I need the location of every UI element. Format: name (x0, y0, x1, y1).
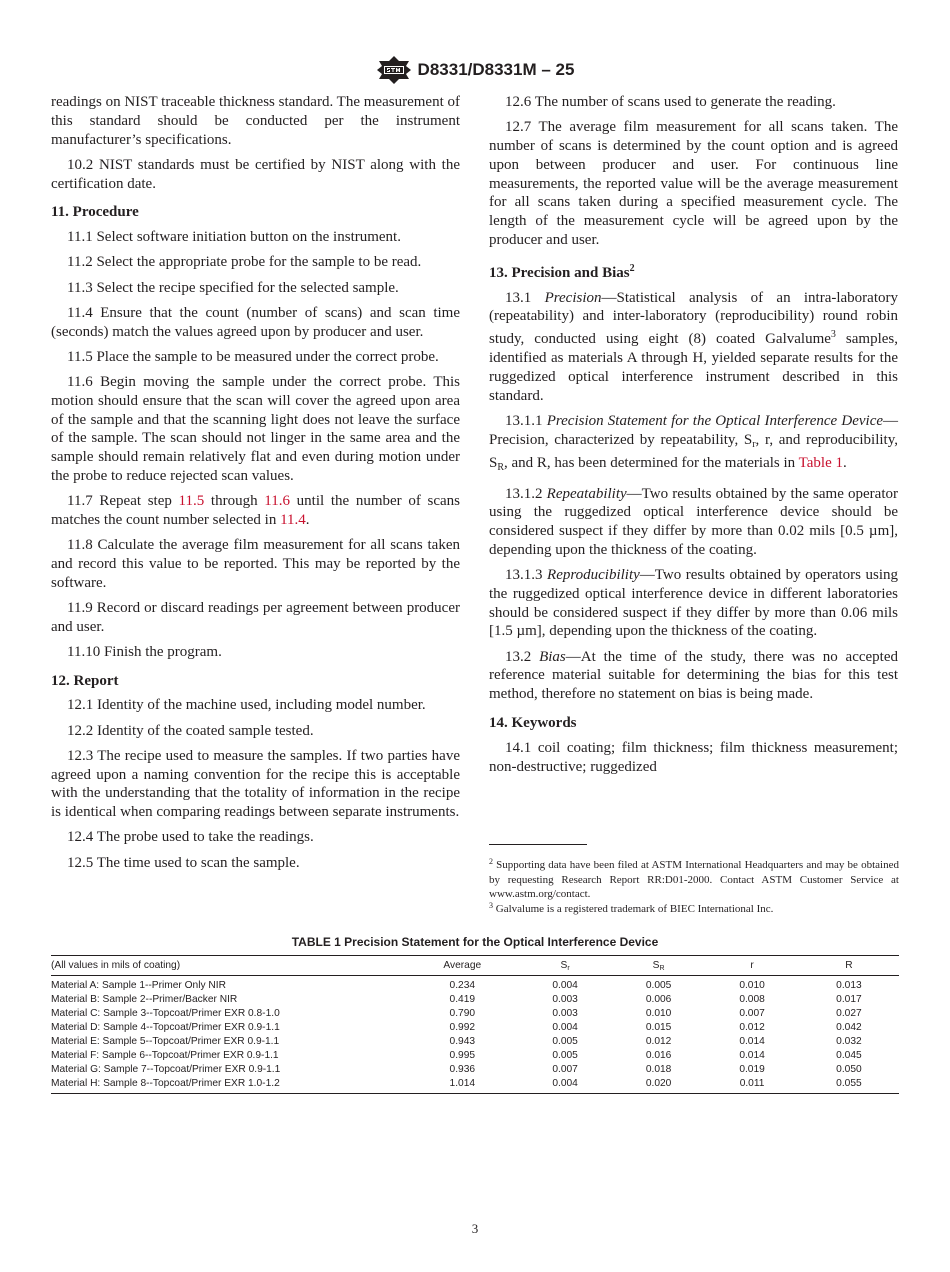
value-cell: 0.234 (449, 980, 476, 991)
value-cell: 0.003 (552, 994, 578, 1005)
value-cell: 0.005 (552, 1050, 578, 1061)
paragraph-12-1: 12.1 Identity of the machine used, including model number. (67, 697, 426, 714)
section-heading-procedure: 11. Procedure (51, 204, 139, 221)
value-cell: 0.419 (449, 994, 476, 1005)
value-cell: 0.042 (836, 1022, 862, 1033)
paragraph-13-1: 13.1 Precision—Statistical analysis of an intra-laboratory (repeatability) and inter-laboratory (reproducibility) round robin study, conducted using eight (8) coated Galvalume$^3$ samples, identified as materials A through H, yielded separate results for the ruggedized optical interference instrument described in this standard. (489, 289, 899, 404)
paragraph-11-7: 11.7 Repeat step 11.5 through 11.6 until the number of scans matches the count number selected in 11.4. (51, 493, 460, 528)
section-heading-keywords: 14. Keywords (489, 715, 577, 732)
value-cell: 0.011 (739, 1078, 765, 1089)
right-column (489, 93, 898, 783)
material-cell: Material B: Sample 2--Primer/Backer NIR (51, 994, 238, 1005)
value-cell: 0.943 (449, 1036, 476, 1047)
value-cell: 0.010 (739, 980, 765, 991)
paragraph-11-10: 11.10 Finish the program. (67, 643, 222, 660)
link-11-4[interactable]: 11.4 (280, 511, 306, 528)
footnote-3: $^3$ Galvalume is a registered trademark of BIEC International Inc. (489, 901, 774, 915)
page-header (0, 55, 950, 85)
paragraph-11-4: 11.4 Ensure that the count (number of scans) and scan time (seconds) match the values agreed upon by producer and user. (51, 304, 460, 340)
table-row (51, 1063, 899, 1077)
value-cell: 0.004 (552, 980, 578, 991)
value-cell: 0.004 (552, 1022, 578, 1033)
table-row (51, 993, 899, 1007)
value-cell: 0.015 (645, 1022, 672, 1033)
value-cell: 0.010 (645, 1008, 672, 1019)
paragraph-13-2: 13.2 Bias—At the time of the study, there was no accepted reference material suitable for determining the bias for this test method, therefore no statement on bias is being made. (489, 648, 898, 703)
value-cell: 0.032 (836, 1036, 862, 1047)
table-row (51, 1021, 899, 1035)
value-cell: 0.936 (449, 1064, 476, 1075)
paragraph-12-5: 12.5 The time used to scan the sample. (67, 854, 300, 871)
link-11-5[interactable]: 11.5 (178, 493, 205, 510)
value-cell: 0.005 (552, 1036, 578, 1047)
material-cell: Material D: Sample 4--Topcoat/Primer EXR 0.9-1.1 (51, 1022, 280, 1033)
paragraph-13-1-3: 13.1.3 Reproducibility—Two results obtained by operators using the ruggedized optical interference device in different laboratories should be considered suspect if they differ by more than 0.06 mils [1.5 µm], depending upon the thickness of the coating. (489, 567, 899, 640)
value-cell: 0.014 (739, 1050, 765, 1061)
link-table-1[interactable]: Table 1 (798, 455, 844, 472)
value-cell: 0.019 (739, 1064, 765, 1075)
value-cell: 0.005 (645, 980, 672, 991)
section-heading-precision-bias: 13. Precision and Bias$^2$ (489, 262, 635, 281)
material-cell: Material F: Sample 6--Topcoat/Primer EXR 0.9-1.1 (51, 1050, 279, 1061)
value-cell: 0.055 (836, 1078, 862, 1089)
paragraph-12-7: 12.7 The average film measurement for all scans taken. The number of scans is determined by the count option and is agreed upon between producer and user. For continuous line measurements, the reported value will be the average measurement for all scans taken during a specified measurement cycle. The length of the measurement cycle will be agreed upon by the producer and user. (489, 119, 898, 248)
value-cell: 0.003 (552, 1008, 578, 1019)
paragraph-11-9: 11.9 Record or discard readings per agreement between producer and user. (51, 599, 460, 635)
value-cell: 0.008 (739, 994, 765, 1005)
table-row (51, 1077, 899, 1094)
header-cell: r (750, 960, 754, 971)
value-cell: 0.007 (739, 1008, 765, 1019)
document-designation: D8331/D8331M – 25 (417, 60, 575, 79)
table-row (51, 1007, 899, 1021)
page-number: 3 (471, 1221, 479, 1236)
material-cell: Material C: Sample 3--Topcoat/Primer EXR 0.8-1.0 (51, 1008, 280, 1019)
value-cell: 0.050 (836, 1064, 862, 1075)
value-cell: 0.020 (645, 1078, 672, 1089)
header-cell: R (845, 960, 853, 971)
paragraph-11-6: 11.6 Begin moving the sample under the correct probe. This motion should ensure that the scan will cover the agreed upon area of the sample and that the scanning light does not leave the surface of the sample. The scan should not linger in the same area and the sample should remain relatively flat and even during motion under the probe to reduce rejected scan values. (51, 373, 460, 484)
header-cell: Sr (560, 959, 570, 972)
value-cell: 0.995 (449, 1050, 476, 1061)
paragraph-12-6: 12.6 The number of scans used to generate the reading. (505, 94, 836, 110)
header-cell: SR (652, 959, 665, 972)
footnote-divider (489, 844, 587, 845)
value-cell: 0.012 (739, 1022, 765, 1033)
astm-logo-icon (376, 55, 412, 85)
link-11-6[interactable]: 11.6 (264, 493, 290, 510)
section-heading-report: 12. Report (51, 672, 119, 689)
value-cell: 0.004 (552, 1078, 578, 1089)
table-title: TABLE 1 Precision Statement for the Optical Interference Device (291, 935, 659, 949)
value-cell: 0.007 (552, 1064, 578, 1075)
paragraph-11-2: 11.2 Select the appropriate probe for the sample to be read. (67, 254, 422, 271)
left-column (51, 93, 460, 879)
value-cell: 0.045 (836, 1050, 862, 1061)
paragraph-12-4: 12.4 The probe used to take the readings. (67, 829, 314, 846)
value-cell: 0.014 (739, 1036, 765, 1047)
material-cell: Material G: Sample 7--Topcoat/Primer EXR 0.9-1.1 (51, 1064, 281, 1075)
paragraph-12-2: 12.2 Identity of the coated sample tested. (67, 722, 314, 739)
paragraph-14-1: 14.1 coil coating; film thickness; film thickness measurement; non-destructive; ruggedized (489, 739, 898, 775)
paragraph-10-2: 10.2 NIST standards must be certified by NIST along with the certification date. (51, 156, 460, 192)
table-row (51, 1035, 899, 1049)
value-cell: 0.013 (836, 980, 862, 991)
paragraph-11-1: 11.1 Select software initiation button on the instrument. (67, 229, 401, 246)
paragraph-13-1-2: 13.1.2 Repeatability—Two results obtained by the same operator using the ruggedized optical interference device should be considered suspect if they differ by more than 0.02 mils [0.5 µm], depending upon the thickness of the coating. (489, 485, 898, 558)
paragraph-13-1-1: 13.1.1 Precision Statement for the Optical Interference Device—Precision, characterized by repeatability, $S_r$, r, and reproducibility, $S_R$, and R, has been determined for the materials in Table 1. (489, 412, 899, 474)
value-cell: 0.018 (645, 1064, 672, 1075)
paragraph-11-5: 11.5 Place the sample to be measured under the correct probe. (67, 348, 439, 365)
value-cell: 0.017 (836, 994, 862, 1005)
table-row (51, 1049, 899, 1063)
paragraph-continuation: readings on NIST traceable thickness standard. The measurement of this standard should be conducted per the instrument manufacturer’s specifications. (51, 94, 460, 148)
value-cell: 0.992 (449, 1022, 476, 1033)
value-cell: 0.027 (836, 1008, 862, 1019)
material-cell: Material H: Sample 8--Topcoat/Primer EXR 1.0-1.2 (51, 1078, 280, 1089)
value-cell: 0.790 (449, 1008, 476, 1019)
paragraph-11-8: 11.8 Calculate the average film measurement for all scans taken and record this value to be reported. This may be reported by the software. (51, 537, 460, 591)
material-cell: Material A: Sample 1--Primer Only NIR (51, 980, 226, 991)
header-cell: Average (443, 960, 482, 971)
value-cell: 0.016 (645, 1050, 672, 1061)
header-cell: (All values in mils of coating) (51, 960, 181, 971)
paragraph-11-3: 11.3 Select the recipe specified for the selected sample. (67, 279, 399, 296)
precision-table (51, 955, 899, 1094)
footnote-ref-2[interactable]: 2 (629, 262, 635, 274)
table-row (51, 976, 899, 994)
value-cell: 1.014 (449, 1078, 476, 1089)
footnote-2: $^2$ Supporting data have been filed at ASTM International Headquarters and may be obtained by requesting Research Report RR:D01-2000. Contact ASTM Customer Service at www.astm.org/contact. (489, 857, 899, 900)
paragraph-12-3: 12.3 The recipe used to measure the samples. If two parties have agreed upon a naming convention for the recipe this is acceptable with the understanding that the totality of information in the recipe is identical when comparing readings between separate instruments. (51, 747, 460, 821)
value-cell: 0.006 (645, 994, 672, 1005)
value-cell: 0.012 (645, 1036, 672, 1047)
footnote-ref-3[interactable]: 3 (830, 329, 836, 341)
table-header-row (51, 956, 899, 976)
material-cell: Material E: Sample 5--Topcoat/Primer EXR 0.9-1.1 (51, 1036, 280, 1047)
